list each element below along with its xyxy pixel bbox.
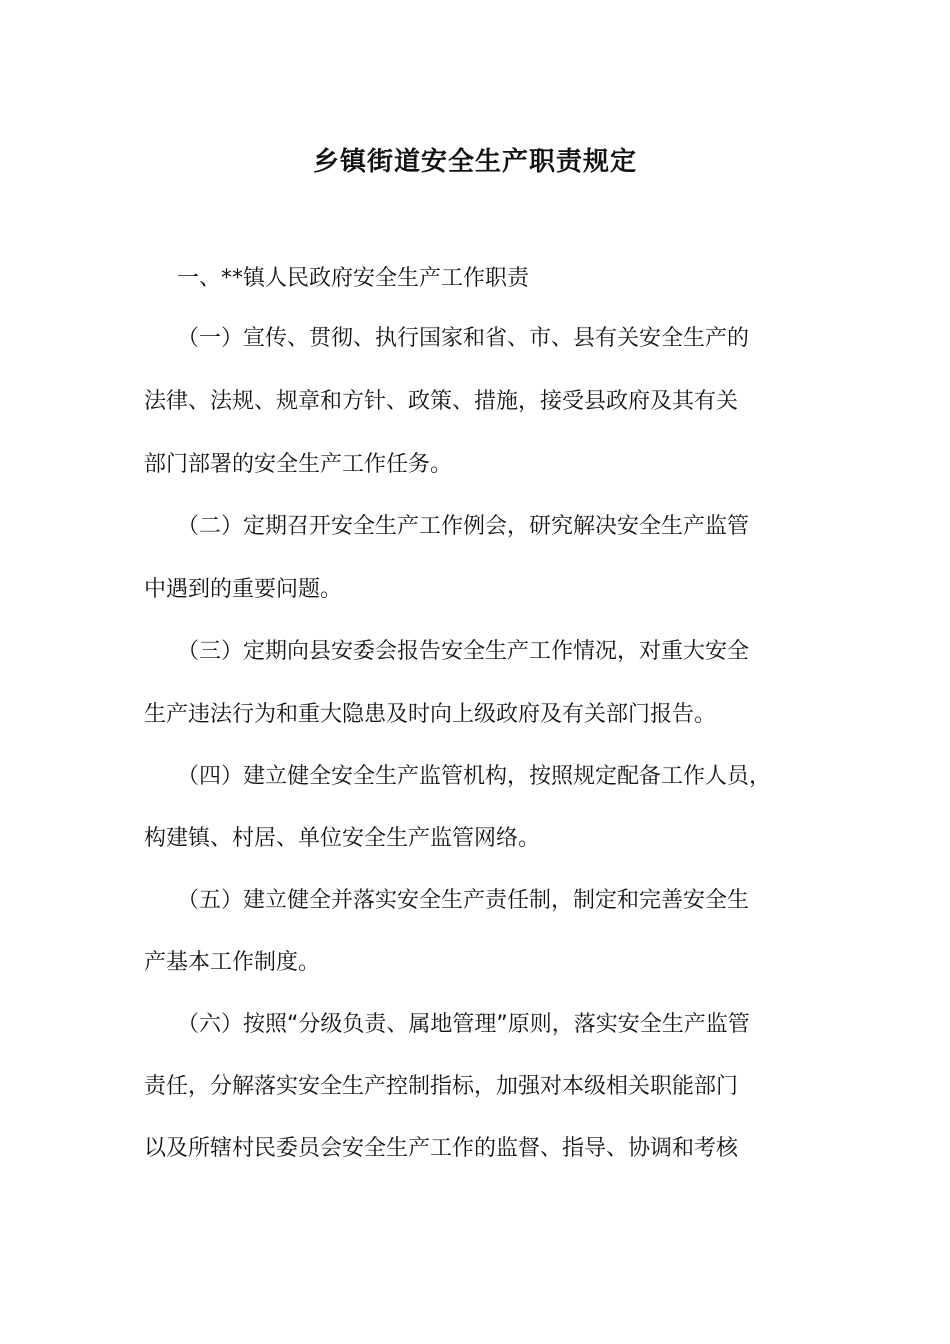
section-heading: 一、**镇人民政府安全生产工作职责 — [177, 266, 530, 291]
paragraph-line: 产基本工作制度。 — [144, 950, 321, 975]
paragraph-line: （六）按照“分级负责、属地管理”原则，落实安全生产监管 — [177, 1012, 750, 1037]
paragraph-line: 责任，分解落实安全生产控制指标，加强对本级相关职能部门 — [144, 1074, 739, 1099]
paragraph-line: （三）定期向县安委会报告安全生产工作情况，对重大安全 — [177, 639, 750, 664]
paragraph-line: 中遇到的重要问题。 — [144, 577, 343, 602]
paragraph-line: 以及所辖村民委员会安全生产工作的监督、指导、协调和考核 — [144, 1136, 739, 1161]
paragraph-line: （二）定期召开安全生产工作例会，研究解决安全生产监管 — [177, 514, 750, 539]
paragraph-line: 构建镇、村居、单位安全生产监管网络。 — [144, 826, 541, 851]
paragraph-line: 法律、法规、规章和方针、政策、措施，接受县政府及其有关 — [144, 389, 739, 414]
document-title: 乡镇街道安全生产职责规定 — [312, 147, 637, 177]
paragraph-line: 部门部署的安全生产工作任务。 — [144, 452, 453, 477]
paragraph-line: （四）建立健全安全生产监管机构，按照规定配备工作人员， — [177, 764, 772, 789]
paragraph-line: （五）建立健全并落实安全生产责任制，制定和完善安全生 — [177, 888, 750, 913]
paragraph-line: 生产违法行为和重大隐患及时向上级政府及有关部门报告。 — [144, 702, 717, 727]
paragraph-line: （一）宣传、贯彻、执行国家和省、市、县有关安全生产的 — [177, 326, 750, 351]
